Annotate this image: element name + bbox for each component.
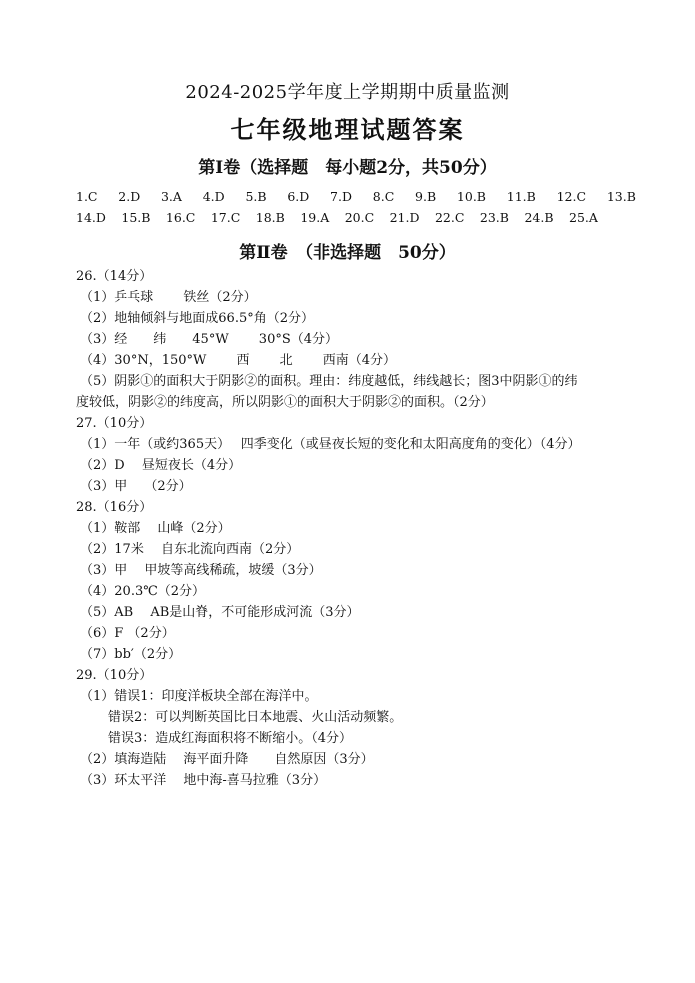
question-29-answer-1-error-3: 错误3：造成红海面积将不断缩小。（4分） [108,731,353,746]
mc-answer: 1.C [76,189,98,204]
part2-answers [76,266,636,791]
question-29-answer-2: （2）填海造陆 海平面升降 自然原因（3分） [80,752,374,767]
mc-answer: 7.D [330,189,352,204]
question-28-answer-2: （2）17米 自东北流向西南（2分） [80,542,300,557]
question-26-answer-3: （3）经 纬 45°W 30°S（4分） [80,332,339,347]
question-27-answer-2: （2）D 昼短夜长（4分） [80,458,242,473]
mc-answer: 10.B [456,189,486,204]
question-26-answer-5-line-2: 度较低，阴影②的纬度高，所以阴影①的面积大于阴影②的面积。（2分） [76,395,494,410]
mc-answer: 11.B [506,189,536,204]
mc-answer: 12.C [556,189,587,204]
mc-answer: 25.A [569,210,598,225]
question-26-answer-2: （2）地轴倾斜与地面成66.5°角（2分） [80,311,314,326]
mc-answer: 16.C [165,210,196,225]
mc-answer: 2.D [118,189,141,204]
mc-answer: 14.D [76,210,106,225]
question-28-answer-4: （4）20.3℃（2分） [80,584,206,599]
question-29-answer-3: （3）环太平洋 地中海-喜马拉雅（3分） [80,773,327,788]
mc-answer: 24.B [524,210,554,225]
question-28-answer-6: （6）F （2分） [80,626,175,641]
part1-heading: 第Ⅰ卷（选择题 每小题2分，共50分） [198,158,497,178]
mc-answer: 23.B [479,210,509,225]
question-28-answer-5: （5）AB AB是山脊，不可能形成河流（3分） [80,605,360,620]
mc-answer: 22.C [434,210,465,225]
question-29-answer-1-error-2: 错误2：可以判断英国比日本地震、火山活动频繁。 [108,710,403,725]
question-26-answer-4: （4）30°N，150°W 西 北 西南（4分） [80,353,397,368]
mc-answers-row-2 [76,210,598,230]
question-26-answer-1: （1）乒乓球 铁丝（2分） [80,290,257,305]
mc-answers-row-1 [76,189,636,209]
question-29-answer-1-error-1: （1）错误1：印度洋板块全部在海洋中。 [80,689,318,704]
question-28-title: 28.（16分） [76,500,153,515]
question-28-answer-7: （7）bb′（2分） [80,647,182,662]
question-27-answer-3: （3）甲 （2分） [80,479,192,494]
question-28-answer-3: （3）甲 甲坡等高线稀疏，坡缓（3分） [80,563,322,578]
mc-answer: 3.A [160,189,182,204]
question-26-title: 26.（14分） [76,269,153,284]
mc-answer: 5.B [245,189,267,204]
part2-heading: 第Ⅱ卷 （非选择题 50分） [239,243,456,263]
question-26-answer-5-line-1: （5）阴影①的面积大于阴影②的面积。理由：纬度越低，纬线越长；图3中阴影①的纬 [80,374,578,389]
mc-answer: 19.A [300,210,330,225]
mc-answer: 17.C [210,210,241,225]
question-29-title: 29.（10分） [76,668,153,683]
question-27-answer-1: （1）一年（或约365天） 四季变化（或昼夜长短的变化和太阳高度角的变化）（4分） [80,437,581,452]
mc-answer: 4.D [202,189,225,204]
mc-answer: 6.D [287,189,310,204]
mc-answer: 15.B [121,210,151,225]
mc-answer: 8.C [372,189,395,204]
mc-answer: 9.B [415,189,437,204]
exam-title: 2024-2025学年度上学期期中质量监测 [185,82,510,103]
mc-answer: 13.B [606,189,636,204]
question-28-answer-1: （1）鞍部 山峰（2分） [80,521,231,536]
mc-answer: 21.D [389,210,420,225]
answer-title: 七年级地理试题答案 [230,116,465,144]
question-27-title: 27.（10分） [76,416,153,431]
mc-answer: 18.B [255,210,285,225]
mc-answer: 20.C [344,210,375,225]
